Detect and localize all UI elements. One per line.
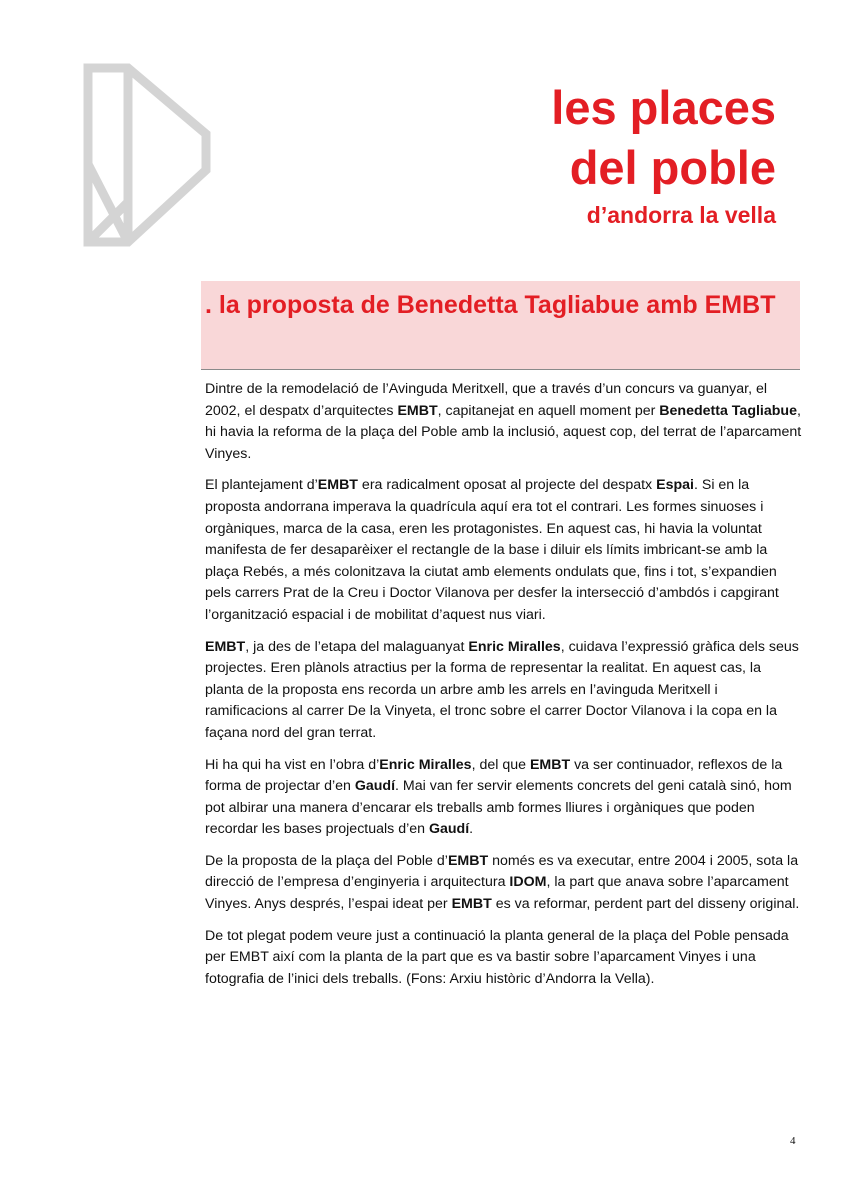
document-title [551,78,776,232]
bold-text: EMBT [397,402,438,419]
text-run: De tot plegat podem veure just a continuació la planta general de la plaça del Poble pensada per EMBT així com la planta de la part que es va bastir sobre l’aparcament Vinyes i una fotografia de l’inici dels treballs. (Fons: Arxiu històric d’Andorra la Vella). [205,927,789,987]
text-run: , cuidava l’expressió gràfica dels seus projectes. Eren plànols atractius per la forma de representar la realitat. En aquest cas, la planta de la proposta ens recorda un arbre amb les arrels en l’avinguda Meritxell i ramificacions al carrer De la Vinyeta, el tronc sobre el carrer Doctor Vilanova i la copa en la façana nord del gran terrat. [205,638,799,741]
bold-text: Enric Miralles [468,638,561,655]
text-run: . Mai van fer servir elements concrets del geni català sinó, hom pot albirar una manera d’encarar els treballs amb formes lliures i orgàniques que poden recordar les bases projectuals d’en [205,778,792,838]
body-text [205,379,802,1000]
text-run: , ja des de l’etapa del malaguanyat [245,638,469,655]
bold-text: Espai [656,477,694,494]
text-run: Hi ha qui ha vist en l’obra d’ [205,756,380,773]
section-heading: . la proposta de Benedetta Tagliabue amb EMBT [205,291,776,319]
bold-text: EMBT [447,852,489,869]
bold-text: Gaudí [354,778,396,795]
bold-text: Enric Miralles [379,756,472,773]
text-run: , la part que anava sobre l’aparcament Vinyes. Anys després, l’espai ideat per [205,874,789,913]
title-line-1: les places [551,81,776,134]
paragraph [205,755,802,841]
bold-text: EMBT [317,477,358,494]
section-header [201,281,800,370]
bold-text: EMBT [529,756,571,773]
text-run: era radicalment oposat al projecte del despatx [357,477,657,494]
bold-text: EMBT [451,896,492,913]
bold-text: Benedetta Tagliabue [659,402,797,419]
bold-text: Gaudí [428,821,470,838]
bold-text: EMBT [205,638,246,655]
paragraph [205,475,802,626]
paragraph [205,926,802,991]
text-run: , del que [471,756,530,773]
text-run: De la proposta de la plaça del Poble d’ [205,852,448,869]
paragraph [205,851,802,916]
title-subtitle: d’andorra la vella [586,202,776,228]
text-run: Dintre de la remodelació de l’Avinguda Meritxell, que a través d’un concurs va guanyar, el 2002, el despatx d’arquitectes [205,381,768,419]
text-run: . [469,821,474,838]
text-run: només es va executar, entre 2004 i 2005, sota la direcció de l’empresa d’enginyeria i arquitectura [205,852,799,891]
text-run: , hi havia la reforma de la plaça del Poble amb la inclusió, aquest cop, del terrat de l’aparcament Vinyes. [205,402,802,462]
text-run: . Si en la proposta andorrana imperava la quadrícula aquí era tot el contrari. Les formes sinuoses i orgàniques, marca de la casa, eren les protagonistes. En aquest cas, hi havia la voluntat manifesta de fer desaparèixer el rectangle de la base i diluir els límits imbricant-se amb la plaça Rebés, a més colonitzava la ciutat amb elements ondulats que, fins i tot, s’expandien pels carrers Prat de la Creu i Doctor Vilanova per desfer la intersecció d’ambdós i capgirant l’organització espacial i de mobilitat d’aquest nus viari. [205,477,779,623]
text-run: es va reformar, perdent part del disseny original. [491,896,800,913]
text-run: El plantejament d’ [205,477,318,494]
text-run: va ser continuador, reflexos de la forma de projectar d’en [205,756,783,795]
text-run: , capitanejat en aquell moment per [437,402,660,419]
paragraph [205,379,802,465]
paragraph [205,637,802,745]
brand-logo-icon [80,60,215,250]
title-line-2: del poble [569,141,776,194]
bold-text: IDOM [509,874,547,891]
page-number: 4 [790,1135,796,1147]
